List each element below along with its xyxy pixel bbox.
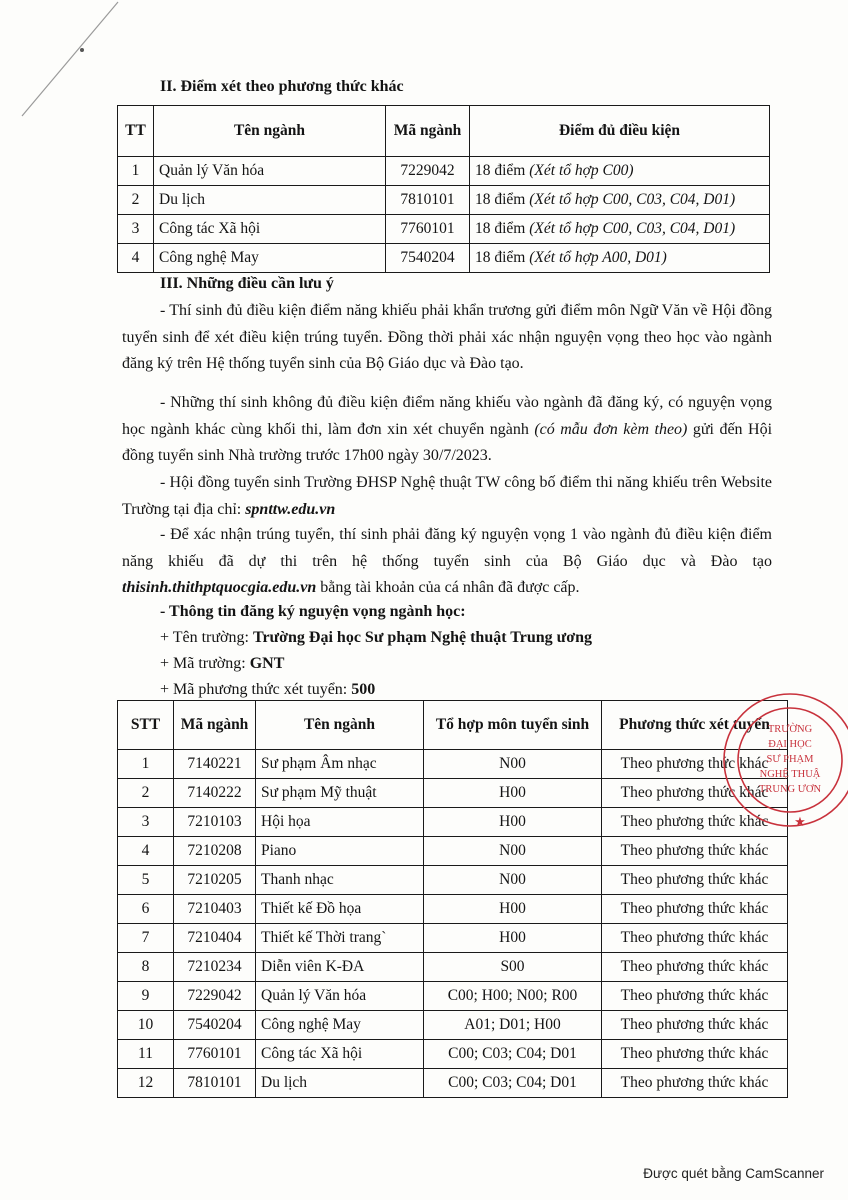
row-stt: 5 xyxy=(118,866,174,895)
row-stt: 7 xyxy=(118,924,174,953)
note-2-deadline: gửi đến Hội đồng tuyển sinh Nhà trường trước 17h00 ngày 30/7/2023. xyxy=(122,420,773,464)
row-stt: 12 xyxy=(118,1069,174,1098)
row-subject-combo: S00 xyxy=(424,953,602,982)
school-code-label: + Mã trường: xyxy=(160,655,246,672)
row-combo-note: (Xét tổ hợp C00, C03, C04, D01) xyxy=(529,220,736,238)
row-major-name: Du lịch xyxy=(154,186,386,215)
row-major-code: 7210403 xyxy=(174,895,256,924)
table-row xyxy=(118,215,770,244)
row-stt: 10 xyxy=(118,1011,174,1040)
row-major-name: Piano xyxy=(256,837,424,866)
table-row xyxy=(118,750,788,779)
row-admission-method: Theo phương thức khác xyxy=(602,779,788,808)
note-4-account: bằng tài khoản của cá nhân đã được cấp. xyxy=(320,579,580,596)
seal-text-line: NGHỆ THUẬ xyxy=(759,769,821,780)
row-major-name: Diễn viên K-ĐA xyxy=(256,953,424,982)
row-major-code: 7140221 xyxy=(174,750,256,779)
row-major-code: 7210208 xyxy=(174,837,256,866)
scanner-footer: Được quét bằng CamScanner xyxy=(643,1166,824,1181)
table-row xyxy=(118,157,770,186)
registration-info-title: - Thông tin đăng ký nguyện vọng ngành học: xyxy=(160,603,466,620)
table-row xyxy=(118,1069,788,1098)
row-combo-note: (Xét tổ hợp A00, D01) xyxy=(529,249,667,267)
table-row xyxy=(118,1011,788,1040)
row-major-code: 7229042 xyxy=(386,157,470,186)
row-tt: 2 xyxy=(118,186,154,215)
school-code-value: GNT xyxy=(249,655,285,672)
row-major-name: Quản lý Văn hóa xyxy=(154,157,386,186)
row-subject-combo: H00 xyxy=(424,779,602,808)
table-row xyxy=(118,837,788,866)
row-major-name: Công nghệ May xyxy=(256,1011,424,1040)
row-major-code: 7540204 xyxy=(386,244,470,273)
row-tt: 1 xyxy=(118,157,154,186)
row-stt: 2 xyxy=(118,779,174,808)
major-registration-table xyxy=(117,700,788,1098)
row-admission-method: Theo phương thức khác xyxy=(602,1040,788,1069)
note-4-text: - Để xác nhận trúng tuyển, thí sinh phải đăng ký nguyện vọng 1 vào ngành đủ điều kiện điểm năng khiếu đã dự thi trên hệ thống tuyển sinh của Bộ Giáo dục và Đào tạo xyxy=(122,526,772,570)
table-row xyxy=(118,1040,788,1069)
row-admission-method: Theo phương thức khác xyxy=(602,982,788,1011)
row-stt: 3 xyxy=(118,808,174,837)
row-admission-method: Theo phương thức khác xyxy=(602,750,788,779)
row-major-name: Thanh nhạc xyxy=(256,866,424,895)
table-row xyxy=(118,866,788,895)
header-major-code: Mã ngành xyxy=(386,106,470,157)
row-admission-method: Theo phương thức khác xyxy=(602,1011,788,1040)
row-condition xyxy=(470,244,770,273)
row-score: 18 điểm xyxy=(475,249,526,267)
row-admission-method: Theo phương thức khác xyxy=(602,808,788,837)
table-row xyxy=(118,244,770,273)
table-row xyxy=(118,982,788,1011)
header-subject-combo: Tổ hợp môn tuyển sinh xyxy=(424,701,602,750)
row-major-name: Quản lý Văn hóa xyxy=(256,982,424,1011)
row-admission-method: Theo phương thức khác xyxy=(602,1069,788,1098)
seal-text-line: TRƯỜNG xyxy=(767,724,813,735)
table-header-row xyxy=(118,106,770,157)
row-subject-combo: N00 xyxy=(424,866,602,895)
row-major-code: 7210205 xyxy=(174,866,256,895)
school-name-value: Trường Đại học Sư phạm Nghệ thuật Trung ương xyxy=(252,629,592,646)
note-2-italic: (có mẫu đơn kèm theo) xyxy=(534,420,688,438)
row-subject-combo: C00; C03; C04; D01 xyxy=(424,1040,602,1069)
row-condition xyxy=(470,186,770,215)
row-condition xyxy=(470,157,770,186)
row-admission-method: Theo phương thức khác xyxy=(602,837,788,866)
school-name-line xyxy=(160,629,592,647)
row-score: 18 điểm xyxy=(475,220,526,238)
section-3-title: III. Những điều cần lưu ý xyxy=(160,275,334,292)
row-major-code: 7810101 xyxy=(174,1069,256,1098)
seal-text-line: TRUNG ƯƠN xyxy=(758,784,822,795)
row-major-name: Du lịch xyxy=(256,1069,424,1098)
row-major-code: 7210103 xyxy=(174,808,256,837)
row-score: 18 điểm xyxy=(475,191,526,209)
row-major-name: Thiết kế Đồ họa xyxy=(256,895,424,924)
row-subject-combo: H00 xyxy=(424,895,602,924)
scan-artifact-line xyxy=(14,0,134,130)
row-subject-combo: H00 xyxy=(424,808,602,837)
row-admission-method: Theo phương thức khác xyxy=(602,953,788,982)
row-score: 18 điểm xyxy=(475,162,526,180)
row-stt: 4 xyxy=(118,837,174,866)
table-header-row xyxy=(118,701,788,750)
svg-text:★: ★ xyxy=(794,814,806,829)
row-major-name: Thiết kế Thời trang` xyxy=(256,924,424,953)
row-major-code: 7760101 xyxy=(386,215,470,244)
table-row xyxy=(118,953,788,982)
row-major-code: 7210404 xyxy=(174,924,256,953)
seal-text-line: SƯ PHẠM xyxy=(766,754,814,765)
row-stt: 1 xyxy=(118,750,174,779)
registration-link[interactable]: thisinh.thithptquocgia.edu.vn xyxy=(122,579,317,596)
row-tt: 3 xyxy=(118,215,154,244)
row-major-code: 7540204 xyxy=(174,1011,256,1040)
method-code-value: 500 xyxy=(351,681,376,698)
method-code-line xyxy=(160,681,375,699)
row-stt: 6 xyxy=(118,895,174,924)
row-major-name: Công tác Xã hội xyxy=(154,215,386,244)
section-2-title: II. Điểm xét theo phương thức khác xyxy=(160,78,404,95)
row-admission-method: Theo phương thức khác xyxy=(602,924,788,953)
row-condition xyxy=(470,215,770,244)
row-admission-method: Theo phương thức khác xyxy=(602,895,788,924)
website-link[interactable]: spnttw.edu.vn xyxy=(245,500,336,518)
table-row xyxy=(118,924,788,953)
method-code-label: + Mã phương thức xét tuyển: xyxy=(160,681,348,698)
table-row xyxy=(118,895,788,924)
note-paragraph-3 xyxy=(122,470,772,523)
header-stt: STT xyxy=(118,701,174,750)
row-subject-combo: N00 xyxy=(424,750,602,779)
row-subject-combo: C00; H00; N00; R00 xyxy=(424,982,602,1011)
header-condition: Điểm đủ điều kiện xyxy=(470,106,770,157)
row-subject-combo: N00 xyxy=(424,837,602,866)
table-row xyxy=(118,808,788,837)
row-subject-combo: H00 xyxy=(424,924,602,953)
row-major-name: Sư phạm Âm nhạc xyxy=(256,750,424,779)
note-paragraph-1: - Thí sinh đủ điều kiện điểm năng khiếu phải khẩn trương gửi điểm môn Ngữ Văn về Hội đồng tuyển sinh để xét điều kiện trúng tuyển. Đồng thời phải xác nhận nguyện vọng theo học vào ngành đăng ký trên Hệ thống tuyển sinh của Bộ Giáo dục và Đào tạo. xyxy=(122,302,772,372)
other-method-score-table xyxy=(117,105,770,273)
header-tt: TT xyxy=(118,106,154,157)
row-subject-combo: A01; D01; H00 xyxy=(424,1011,602,1040)
seal-text-line: ĐẠI HỌC xyxy=(768,739,812,750)
row-major-code: 7760101 xyxy=(174,1040,256,1069)
header-major-name: Tên ngành xyxy=(256,701,424,750)
row-tt: 4 xyxy=(118,244,154,273)
note-paragraph-4 xyxy=(122,522,772,602)
school-code-line xyxy=(160,655,284,673)
table-row xyxy=(118,779,788,808)
row-subject-combo: C00; C03; C04; D01 xyxy=(424,1069,602,1098)
header-major-code: Mã ngành xyxy=(174,701,256,750)
row-major-name: Sư phạm Mỹ thuật xyxy=(256,779,424,808)
header-admission-method: Phương thức xét tuyển xyxy=(602,701,788,750)
row-major-name: Hội họa xyxy=(256,808,424,837)
row-combo-note: (Xét tổ hợp C00) xyxy=(529,162,634,180)
header-major-name: Tên ngành xyxy=(154,106,386,157)
row-stt: 9 xyxy=(118,982,174,1011)
row-major-code: 7210234 xyxy=(174,953,256,982)
row-major-name: Công tác Xã hội xyxy=(256,1040,424,1069)
note-3-text: - Hội đồng tuyển sinh Trường ĐHSP Nghệ thuật TW công bố điểm thi năng khiếu trên Website Trường tại địa chỉ: xyxy=(122,474,772,518)
row-major-code: 7229042 xyxy=(174,982,256,1011)
row-major-code: 7140222 xyxy=(174,779,256,808)
row-major-name: Công nghệ May xyxy=(154,244,386,273)
school-name-label: + Tên trường: xyxy=(160,629,249,646)
row-stt: 8 xyxy=(118,953,174,982)
row-stt: 11 xyxy=(118,1040,174,1069)
row-combo-note: (Xét tổ hợp C00, C03, C04, D01) xyxy=(529,191,736,209)
row-major-code: 7810101 xyxy=(386,186,470,215)
table-row xyxy=(118,186,770,215)
note-2-text: - Những thí sinh không đủ điều kiện điểm năng khiếu vào ngành đã đăng ký, có nguyện vọng học ngành khác cùng khối thi, làm đơn xin xét chuyển ngành xyxy=(122,394,772,438)
row-admission-method: Theo phương thức khác xyxy=(602,866,788,895)
note-paragraph-2 xyxy=(122,390,772,470)
